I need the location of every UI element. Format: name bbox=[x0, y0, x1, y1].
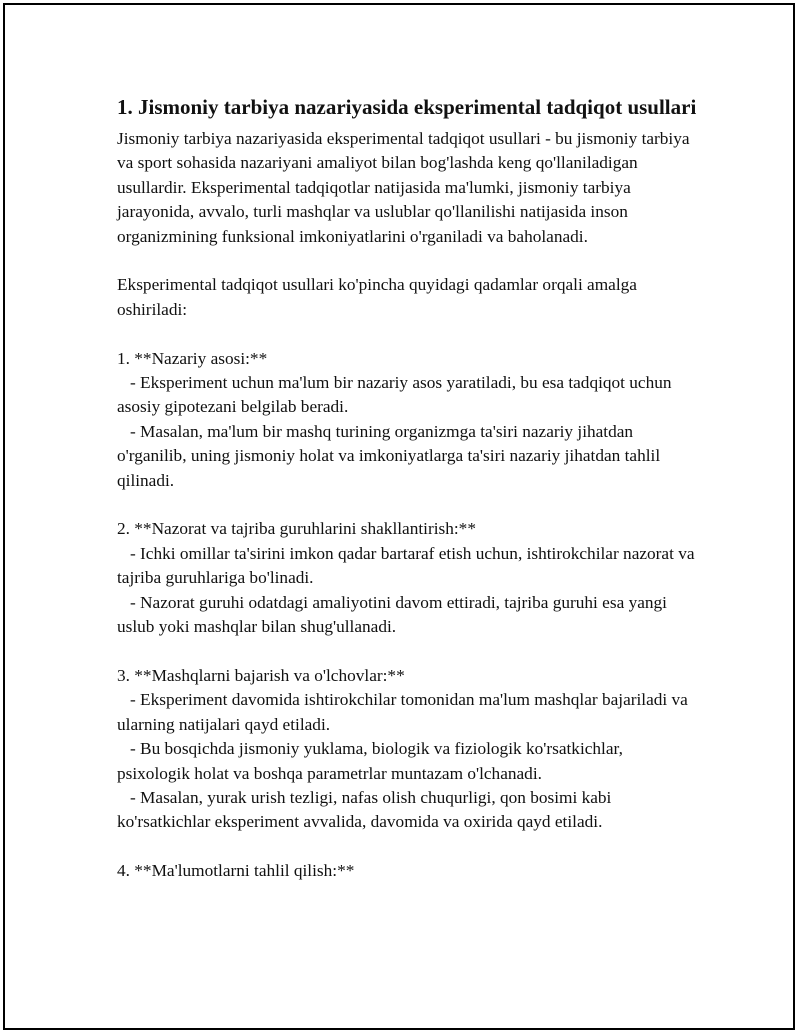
lead-paragraph: Eksperimental tadqiqot usullari ko'pincha quyidagi qadamlar orqali amalga oshiriladi: bbox=[117, 275, 642, 319]
section-heading: 1. Jismoniy tarbiya nazariyasida eksperimental tadqiqot usullari bbox=[117, 95, 697, 119]
paragraph-gap bbox=[117, 322, 697, 346]
paragraph-gap bbox=[117, 249, 697, 273]
intro-paragraph: Jismoniy tarbiya nazariyasida eksperimental tadqiqot usullari - bu jismoniy tarbiya va sport sohasida nazariyani amaliyot bilan bog'lashda keng qo'llaniladigan usullardir. Eksperimental tadqiqotlar natijasida ma'lumki, jismoniy tarbiya jarayonida, avvalo, turli mashqlar va uslublar qo'llanilishi natijasida inson organizmining funksional imkoniyatlarini o'rganiladi va baholanadi. bbox=[117, 129, 694, 246]
step-title: 3. **Mashqlarni bajarish va o'lchovlar:** bbox=[117, 665, 405, 685]
step-point: - Ichki omillar ta'sirini imkon qadar bartaraf etish uchun, ishtirokchilar nazorat va tajriba guruhlariga bo'linadi. bbox=[117, 543, 699, 588]
step-title: 1. **Nazariy asosi:** bbox=[117, 348, 268, 368]
document-content bbox=[117, 93, 697, 884]
step-point: - Bu bosqichda jismoniy yuklama, biologik va fiziologik ko'rsatkichlar, psixologik holat va boshqa parametrlar muntazam o'lchanadi. bbox=[117, 739, 628, 783]
step-point: - Eksperiment davomida ishtirokchilar tomonidan ma'lum mashqlar bajariladi va ularning natijalari qayd etiladi. bbox=[117, 690, 693, 734]
paragraph-gap bbox=[117, 493, 697, 517]
paragraph-gap bbox=[117, 835, 697, 859]
step-point: - Eksperiment uchun ma'lum bir nazariy asos yaratiladi, bu esa tadqiqot uchun asosiy gipotezani belgilab beradi. bbox=[117, 373, 676, 417]
step-title: 2. **Nazorat va tajriba guruhlarini shakllantirish:** bbox=[117, 519, 476, 539]
step-point: - Masalan, yurak urish tezligi, nafas olish chuqurligi, qon bosimi kabi ko'rsatkichlar eksperiment avvalida, davomida va oxirida qayd etiladi. bbox=[117, 787, 616, 832]
step-point: - Masalan, ma'lum bir mashq turining organizmga ta'siri nazariy jihatdan o'rganilib, uning jismoniy holat va imkoniyatlarga ta'siri nazariy jihatdan tahlil qilinadi. bbox=[117, 421, 665, 490]
step-title: 4. **Ma'lumotlarni tahlil qilish:** bbox=[117, 861, 355, 881]
step-point: - Nazorat guruhi odatdagi amaliyotini davom ettiradi, tajriba guruhi esa yangi uslub yoki mashqlar bilan shug'ullanadi. bbox=[117, 592, 672, 637]
paragraph-gap bbox=[117, 639, 697, 663]
